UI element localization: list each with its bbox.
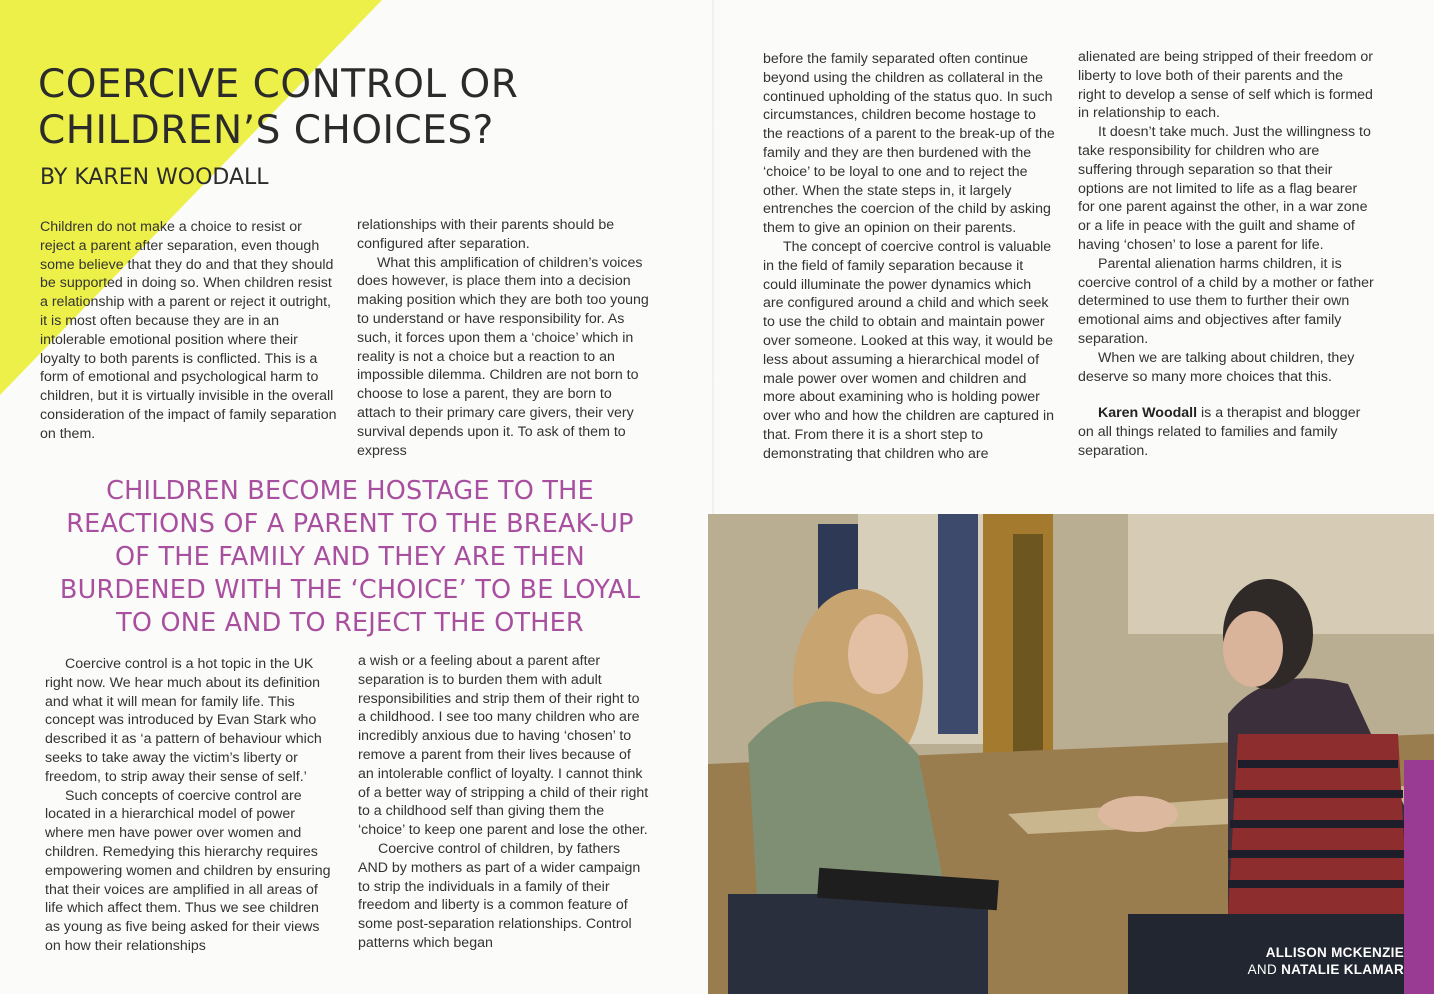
paragraph: Parental alienation harms children, it is coercive control of a child by a mother or father determined to use them to further their own emotional aims and objectives after family separation. [1078,255,1374,347]
paragraph: relationships with their parents should be configured after separation. [357,217,615,252]
title-line-2: CHILDREN’S CHOICES? [38,108,494,153]
column-6 [1078,48,1374,461]
column-5 [763,50,1055,464]
caption-name-1: ALLISON MCKENZIE [1265,945,1404,960]
photo-caption [1248,944,1404,978]
paragraph: It doesn’t take much. Just the willingness to take responsibility for children who are suffering through separation so that their options are not limited to life as a flag bearer for one parent against the other, in a war zone or a life in peace with the guilt and shame of having ‘chosen’ to lose a parent for life. [1078,124,1371,253]
article-byline: BY KAREN WOODALL [40,165,269,190]
column-3 [45,655,333,956]
column-1 [40,218,338,444]
paragraph: When we are talking about children, they deserve so many more choices that this. [1078,349,1355,385]
column-2 [357,216,649,460]
paragraph: Such concepts of coercive control are located in a hierarchical model of power where men have power over women and children. Remedying this hierarchy requires empowering women and children by ensuring that their voices are amplified in all areas of life which affect them. Thus we see children as young as five being asked for their views on how their relationships [45,787,331,954]
purple-stripe [1404,760,1434,994]
photo-illustration [708,514,1434,994]
paragraph: a wish or a feeling about a parent after separation is to burden them with adult responsibilities and strip them of their right to a childhood. I see too many children who are incredibly anxious due to having ‘chosen’ to remove a parent from their lives because of an intolerable conflict of loyalty. I cannot think of a better way of stripping a child of their right to a childhood self than giving them the ‘choice’ to keep one parent and lose the other. [358,653,649,839]
paragraph: Children do not make a choice to resist or reject a parent after separation, even though some believe that they do and that they should be supported in doing so. When children resist a relationship with a parent or reject it outright, it is most often because they are in an intolerable emotional position where their loyalty to both parents is conflicted. This is a form of emotional and psychological harm to children, but it is virtually invisible in the overall consideration of the impact of family separation on them. [40,219,337,442]
paragraph: What this amplification of children’s voices does however, is place them into a decision making position which they are both too young to understand or have responsibility for. As such, it forces upon them a ‘choice’ which in reality is not a choice but a reaction to an impossible dilemma. Children are not born to choose to lose a parent, they are born to attach to their primary care givers, their very survival depends upon it. To ask of them to express [357,254,649,459]
column-4 [358,652,650,953]
paragraph: Coercive control is a hot topic in the UK right now. We hear much about its definition and what it will mean for family life. This concept was introduced by Evan Stark who described it as ‘a pattern of behaviour which seeks to take away the victim’s liberty or freedom, to strip away their sense of self.’ [45,656,322,785]
pull-quote: CHILDREN BECOME HOSTAGE TO THE REACTIONS OF A PARENT TO THE BREAK-UP OF THE FAMILY AND THEY ARE THEN BURDENED WITH THE ‘CHOICE’ TO BE LOYAL TO ONE AND TO REJECT THE OTHER [59,476,641,638]
paragraph: alienated are being stripped of their freedom or liberty to love both of their parents and the right to develop a sense of self which is formed in relationship to each. [1078,49,1373,122]
caption-line-2 [1248,961,1404,978]
caption-name-2: NATALIE KLAMAR [1281,962,1404,977]
paragraph: The concept of coercive control is valuable in the field of family separation because it could illuminate the power dynamics which are configured around a child and which seek to use the child to obtain and maintain power over someone. Looked at this way, it would be less about assuming a hierarchical model of male power over women and children and more about examining who is holding power over who and how the children are captured in that. From there it is a short step to demonstrating that children who are [763,238,1055,462]
article-title [38,62,518,154]
title-line-1: COERCIVE CONTROL OR [38,62,519,107]
author-bio [1078,404,1374,460]
paragraph: before the family separated often continue beyond using the children as collateral in the continued upholding of the status quo. In such circumstances, children become hostage to the reactions of a parent to the break-up of the family and they are then burdened with the ‘choice’ to be loyal to one and to reject the other. When the state steps in, it largely entrenches the coercion of the child by asking them to give an opinion on their parents. [763,51,1055,237]
author-name: Karen Woodall [1098,405,1198,422]
author-bio-text: is a therapist and blogger on all things related to families and family separation. [1078,405,1361,459]
article-photo [708,514,1434,994]
caption-and: AND [1247,962,1282,977]
paragraph: Coercive control of children, by fathers AND by mothers as part of a wider campaign to strip the individuals in a family of their freedom and liberty is a common feature of some post-separation relationships. Control patterns which began [358,840,641,951]
